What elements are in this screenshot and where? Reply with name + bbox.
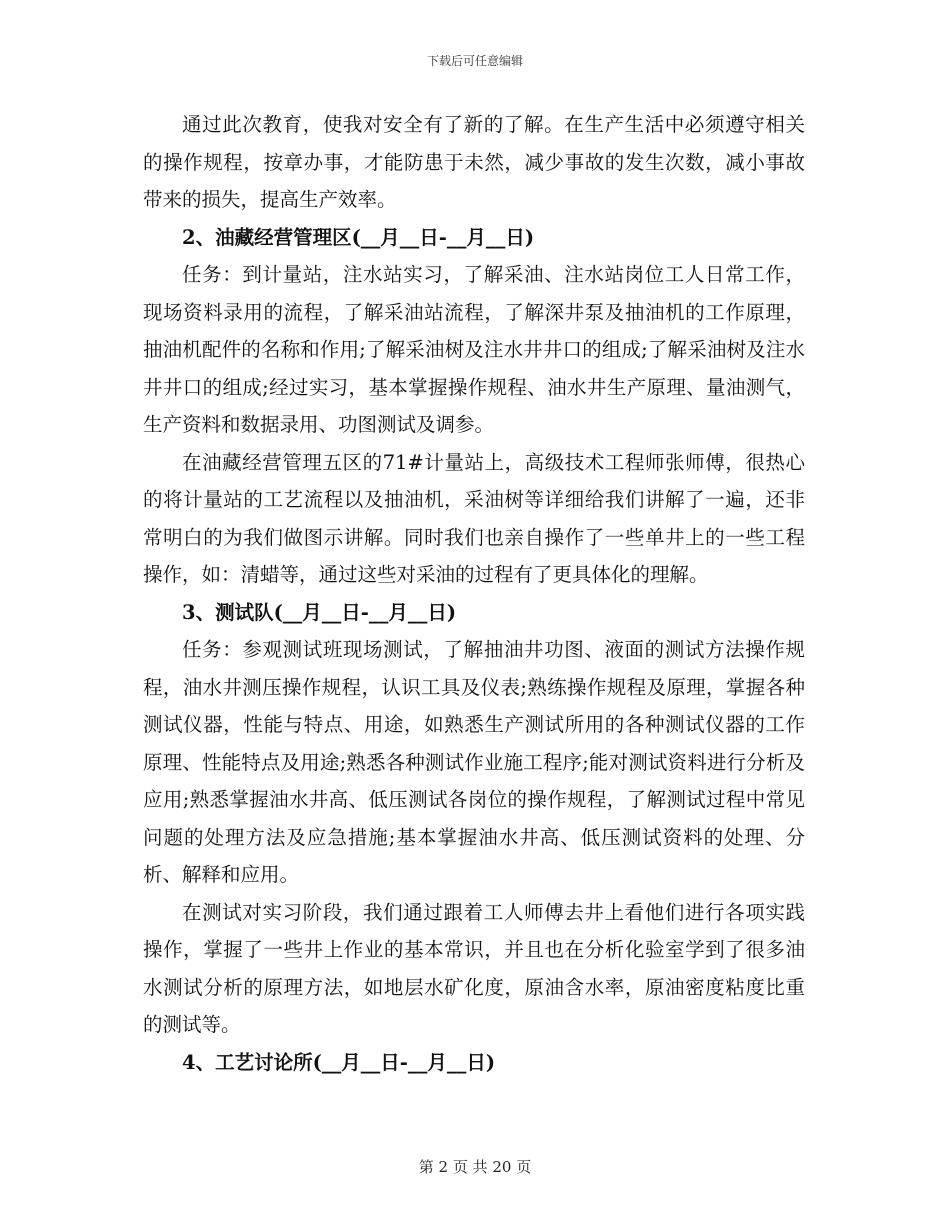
page-header: 下载后可任意编辑 (426, 54, 523, 68)
paragraph-testing-practice: 在测试对实习阶段，我们通过跟着工人师傅去井上看他们进行各项实践操作，掌握了一些井上作业的基本常识，并且也在分析化验室学到了很多油水测试分析的原理方法，如地层水矿化度，原油含水率，原油密度粘度比重的测试等。 (143, 900, 805, 1036)
document-body (143, 106, 805, 1081)
paragraph-testing-tasks: 任务：参观测试班现场测试，了解抽油井功图、液面的测试方法操作规程，油水井测压操作规程，认识工具及仪表;熟练操作规程及原理，掌握各种测试仪器，性能与特点、用途，如熟悉生产测试所用的各种测试仪器的工作原理、性能特点及用途;熟悉各种测试作业施工程序;能对测试资料进行分析及应用;熟悉掌握油水井高、低压测试各岗位的操作规程，了解测试过程中常见问题的处理方法及应急措施;基本掌握油水井高、低压测试资料的处理、分析、解释和应用。 (143, 638, 805, 886)
section-heading-process-institute: 4、工艺讨论所(__月__日-__月__日) (182, 1050, 496, 1074)
section-heading-reservoir-management: 2、油藏经营管理区(__月__日-__月__日) (182, 225, 535, 249)
section-heading-testing-team: 3、测试队(__月__日-__月__日) (182, 600, 457, 624)
paragraph-reservoir-tasks: 任务：到计量站，注水站实习，了解采油、注水站岗位工人日常工作，现场资料录用的流程，了解采油站流程，了解深井泵及抽油机的工作原理，抽油机配件的名称和作用;了解采油树及注水井井口的组成;了解采油树及注水井井口的组成;经过实习，基本掌握操作规程、油水井生产原理、量油测气，生产资料和数据录用、功图测试及调参。 (143, 263, 805, 436)
paragraph-metering-station: 在油藏经营管理五区的71#计量站上，高级技术工程师张师傅，很热心的将计量站的工艺流程以及抽油机，采油树等详细给我们讲解了一遍，还非常明白的为我们做图示讲解。同时我们也亲自操作了一些单井上的一些工程操作，如：清蜡等，通过这些对采油的过程有了更具体化的理解。 (143, 450, 805, 586)
paragraph-safety-summary: 通过此次教育，使我对安全有了新的了解。在生产生活中必须遵守相关的操作规程，按章办事，才能防患于未然，减少事故的发生次数，减小事故带来的损失，提高生产效率。 (143, 113, 805, 211)
page-number-footer: 第 2 页 共 20 页 (418, 1158, 532, 1176)
